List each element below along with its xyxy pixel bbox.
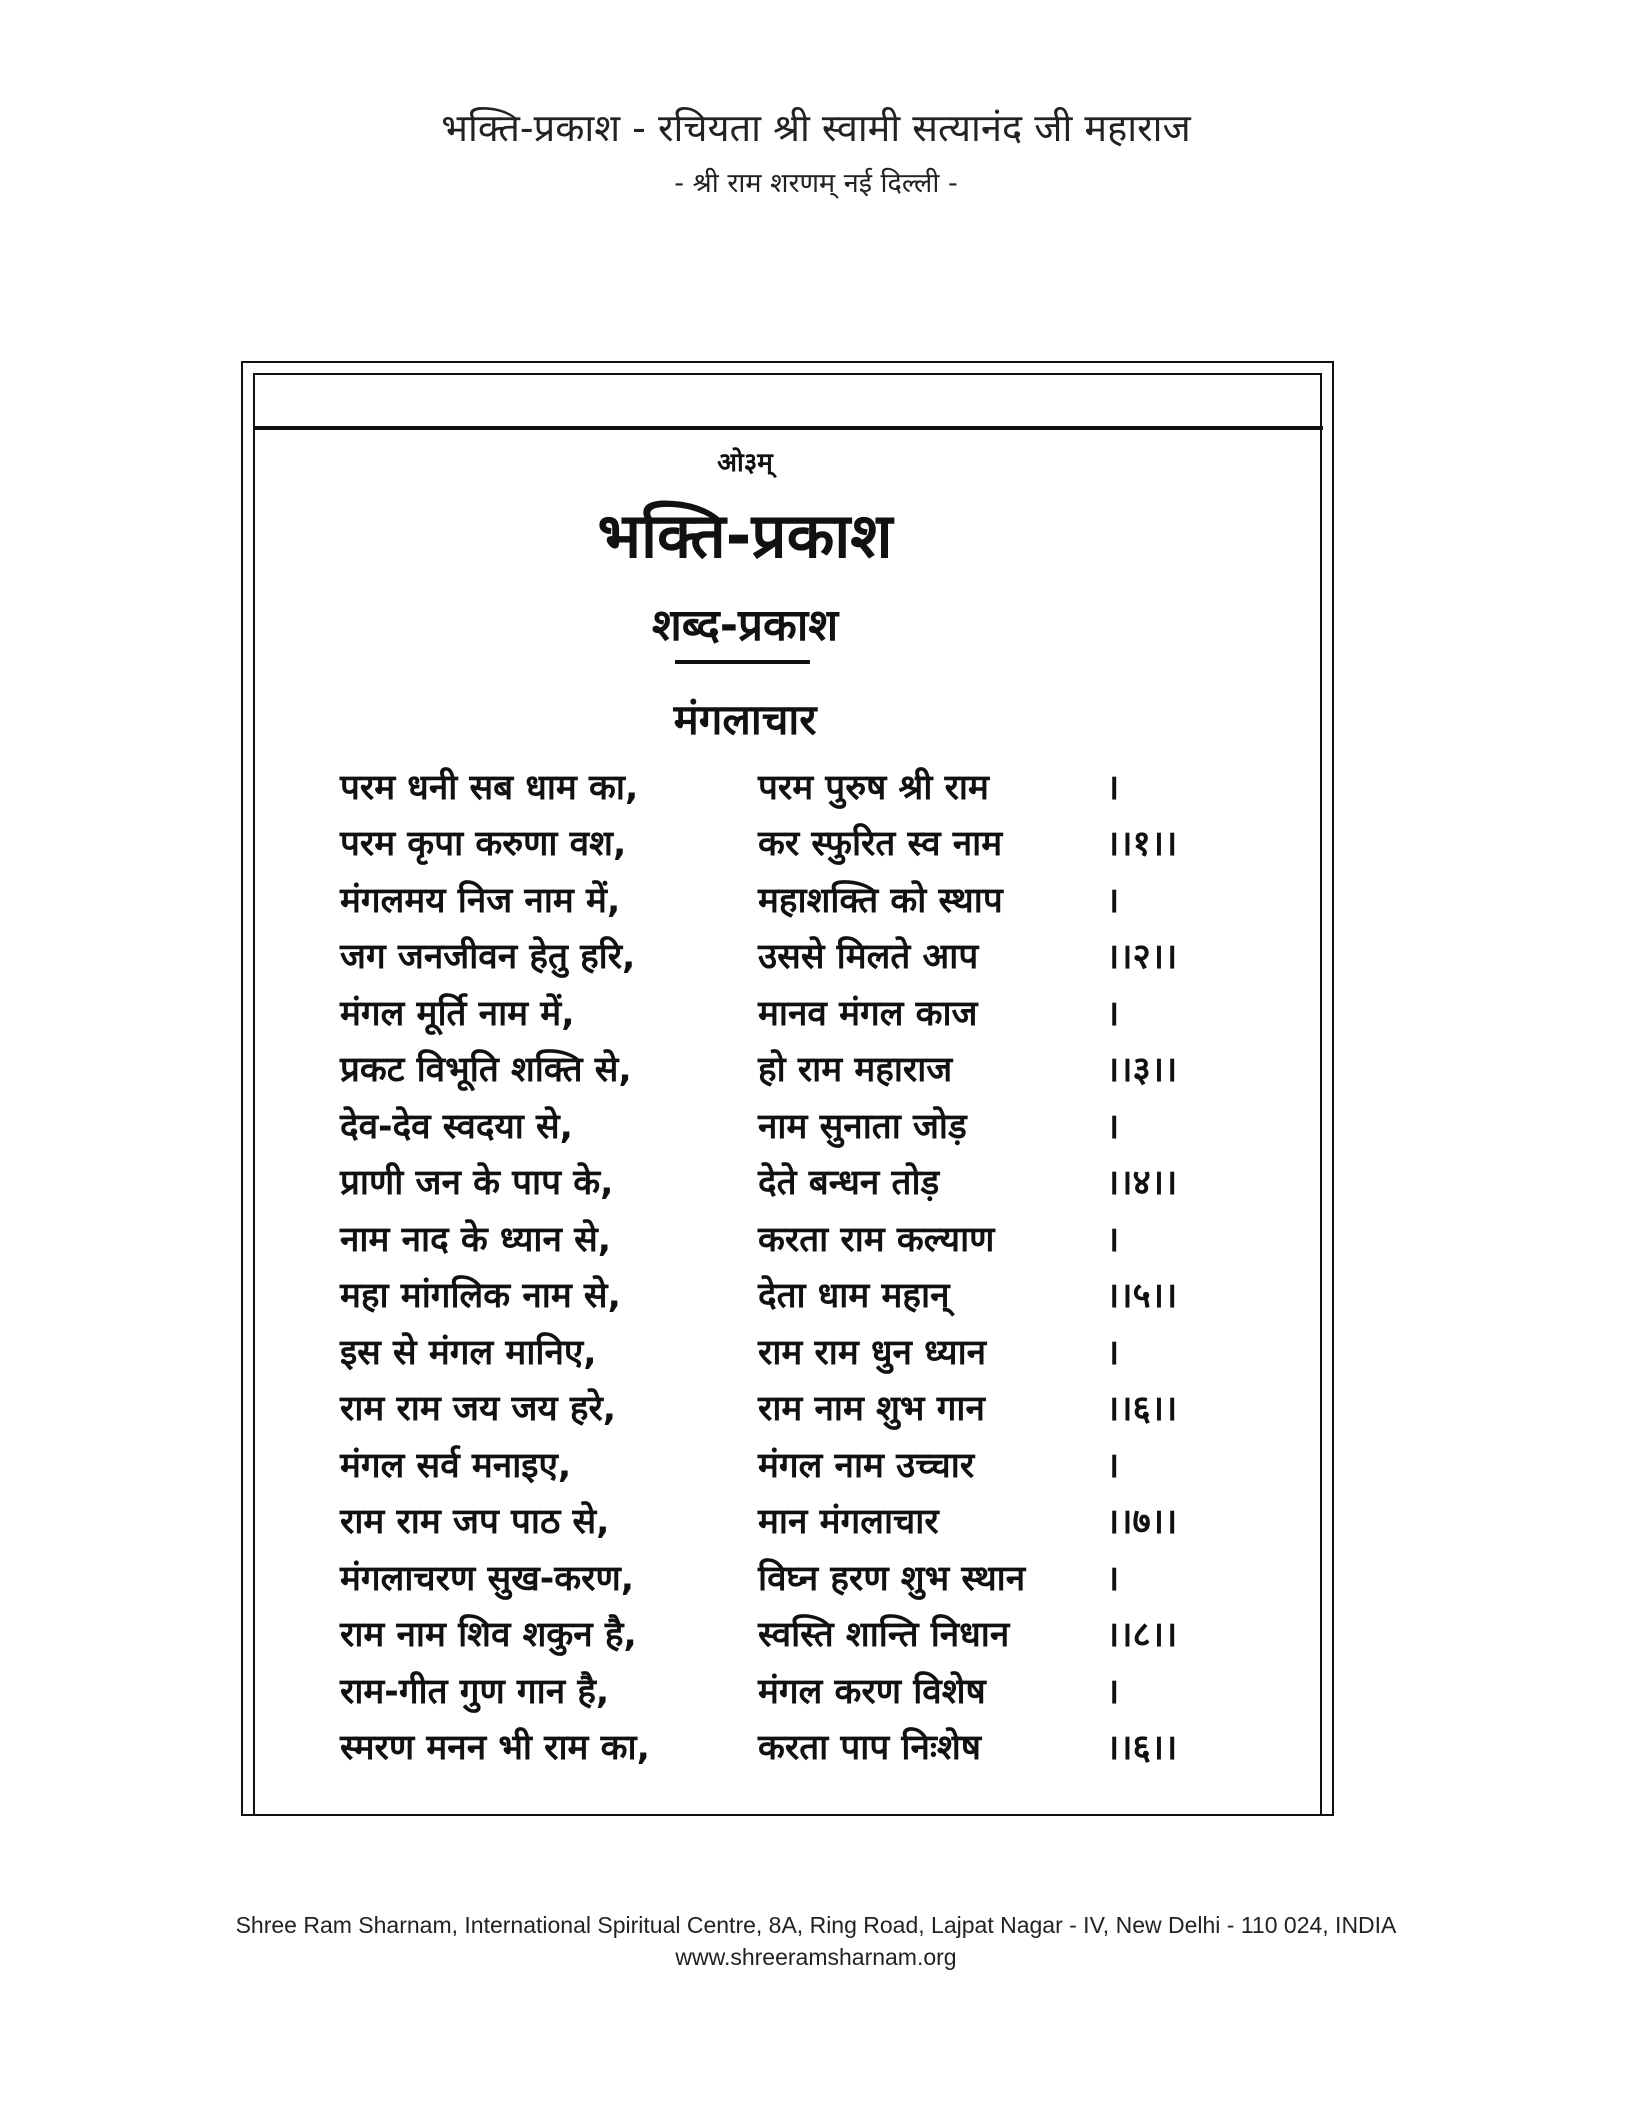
section-title: शब्द-प्रकाश <box>651 600 839 651</box>
verse-end-mark: । <box>1106 880 1120 921</box>
verse-second-half: देता धाम महान् <box>758 1276 950 1317</box>
verse-end-mark: । <box>1106 1332 1120 1373</box>
verse-second-half: मानव मंगल काज <box>758 993 978 1034</box>
verse-line <box>340 1662 1220 1719</box>
verse-second-half: महाशक्ति को स्थाप <box>758 880 1003 921</box>
verse-end-mark: । <box>1106 767 1120 808</box>
verse-line <box>340 1549 1220 1606</box>
verse-second-half: स्वस्ति शान्ति निधान <box>758 1615 1010 1656</box>
verse-line <box>340 758 1220 815</box>
verse-line <box>340 1606 1220 1663</box>
page-header-title: भक्ति-प्रकाश - रचियता श्री स्वामी सत्यानंद जी महाराज <box>441 106 1191 150</box>
verse-end-mark: ।।८।। <box>1106 1615 1178 1656</box>
om-heading: ओ३म् <box>717 448 773 478</box>
verse-end-mark: । <box>1106 1219 1120 1260</box>
verse-first-half: जग जनजीवन हेतु हरि, <box>340 937 636 978</box>
section-underline <box>675 660 810 664</box>
book-title: भक्ति-प्रकाश <box>597 499 893 572</box>
verse-line <box>340 1041 1220 1098</box>
footer-website: www.shreeramsharnam.org <box>675 1944 957 1970</box>
verse-second-half: मान मंगलाचार <box>758 1502 939 1543</box>
verse-second-half: मंगल करण विशेष <box>758 1671 986 1712</box>
verse-line <box>340 1267 1220 1324</box>
verse-line <box>340 1154 1220 1211</box>
verse-first-half: इस से मंगल मानिए, <box>340 1332 597 1373</box>
verse-first-half: मंगल सर्व मनाइए, <box>340 1445 572 1486</box>
verse-line <box>340 1323 1220 1380</box>
verse-first-half: नाम नाद के ध्यान से, <box>340 1219 612 1260</box>
verse-first-half: प्राणी जन के पाप के, <box>340 1163 614 1204</box>
verse-line <box>340 1719 1220 1776</box>
verse-first-half: परम धनी सब धाम का, <box>340 767 639 808</box>
verse-line <box>340 815 1220 872</box>
verse-first-half: देव-देव स्वदया से, <box>340 1106 573 1147</box>
verse-line <box>340 1210 1220 1267</box>
verse-end-mark: ।।३।। <box>1106 1050 1178 1091</box>
verse-first-half: महा मांगलिक नाम से, <box>340 1276 621 1317</box>
verse-line <box>340 1493 1220 1550</box>
verse-end-mark: ।।१।। <box>1106 824 1178 865</box>
subsection-title: मंगलाचार <box>673 695 817 744</box>
verse-second-half: करता राम कल्याण <box>758 1219 995 1260</box>
verse-second-half: देते बन्धन तोड़ <box>758 1163 940 1204</box>
verse-second-half: कर स्फुरित स्व नाम <box>758 824 1003 865</box>
footer-address: Shree Ram Sharnam, International Spiritual Centre, 8A, Ring Road, Lajpat Nagar - IV, New Delhi - 110 024, INDIA <box>235 1912 1397 1938</box>
verse-end-mark: ।।४।। <box>1106 1163 1178 1204</box>
verse-first-half: मंगलमय निज नाम में, <box>340 880 621 921</box>
verse-first-half: राम-गीत गुण गान है, <box>340 1671 610 1712</box>
verse-end-mark: ।।७।। <box>1106 1502 1178 1543</box>
verse-second-half: करता पाप निःशेष <box>758 1728 981 1769</box>
page-header-subtitle: - श्री राम शरणम् नई दिल्ली - <box>674 168 958 199</box>
verse-line <box>340 928 1220 985</box>
verse-first-half: मंगल मूर्ति नाम में, <box>340 993 575 1034</box>
verse-line <box>340 1436 1220 1493</box>
verse-line <box>340 871 1220 928</box>
frame-top-rule <box>253 426 1323 430</box>
verse-first-half: प्रकट विभूति शक्ति से, <box>340 1050 632 1091</box>
verse-end-mark: ।।६।। <box>1106 1389 1178 1430</box>
verse-second-half: राम नाम शुभ गान <box>758 1389 985 1430</box>
verse-end-mark: । <box>1106 993 1120 1034</box>
verse-second-half: परम पुरुष श्री राम <box>758 767 989 808</box>
verse-end-mark: ।।२।। <box>1106 937 1178 978</box>
verse-end-mark: ।।६।। <box>1106 1728 1178 1769</box>
verse-line <box>340 1097 1220 1154</box>
verse-first-half: राम राम जप पाठ से, <box>340 1502 610 1543</box>
verse-second-half: मंगल नाम उच्चार <box>758 1445 975 1486</box>
verse-end-mark: । <box>1106 1445 1120 1486</box>
verse-second-half: हो राम महाराज <box>758 1050 953 1091</box>
verse-end-mark: । <box>1106 1671 1120 1712</box>
verse-end-mark: । <box>1106 1558 1120 1599</box>
verse-first-half: राम नाम शिव शकुन है, <box>340 1615 637 1656</box>
verse-first-half: मंगलाचरण सुख-करण, <box>340 1558 635 1599</box>
verse-line <box>340 1380 1220 1437</box>
verse-first-half: राम राम जय जय हरे, <box>340 1389 617 1430</box>
verse-line <box>340 984 1220 1041</box>
verse-first-half: स्मरण मनन भी राम का, <box>340 1728 650 1769</box>
verse-end-mark: ।।५।। <box>1106 1276 1178 1317</box>
verse-end-mark: । <box>1106 1106 1120 1147</box>
verse-second-half: विघ्न हरण शुभ स्थान <box>758 1558 1026 1599</box>
verse-list <box>340 758 1220 1775</box>
verse-second-half: उससे मिलते आप <box>758 937 979 978</box>
verse-second-half: नाम सुनाता जोड़ <box>758 1106 967 1147</box>
verse-second-half: राम राम धुन ध्यान <box>758 1332 987 1373</box>
verse-first-half: परम कृपा करुणा वश, <box>340 824 627 865</box>
